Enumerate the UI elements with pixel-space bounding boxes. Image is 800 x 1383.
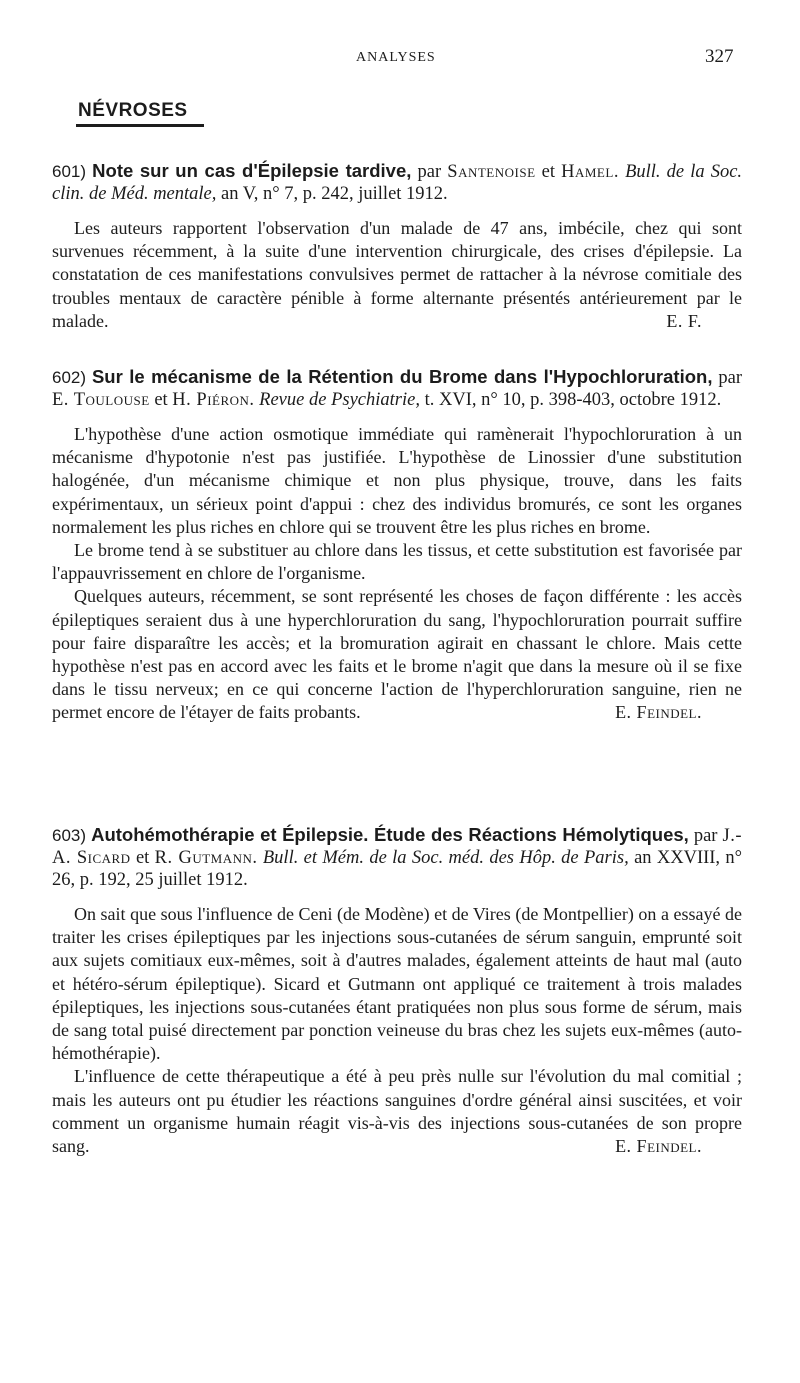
abstract-paragraph xyxy=(52,1065,742,1158)
entry-body xyxy=(52,423,742,725)
section-title-underline xyxy=(76,124,204,127)
abstract-paragraph xyxy=(52,585,742,724)
entry-body xyxy=(52,903,742,1158)
author-name: Hamel. xyxy=(561,162,619,182)
author-name: J.-A. Sicard xyxy=(52,826,743,868)
author-name: H. Piéron. xyxy=(172,390,255,410)
byline-conjunction: et xyxy=(135,848,150,868)
entry-heading xyxy=(52,824,742,891)
journal-name: Bull. de la Soc. clin. de Méd. mentale, xyxy=(52,162,743,204)
author-name: Santenoise xyxy=(447,162,536,182)
abstract-paragraph: Le brome tend à se substituer au chlore dans les tissus, et cette substitution est favorisée par l'appauvrissement en chlore de l'organisme. xyxy=(52,540,742,584)
entry-heading xyxy=(52,160,742,205)
byline-prefix: par xyxy=(417,162,442,182)
journal-name: Bull. et Mém. de la Soc. méd. des Hôp. de Paris, xyxy=(262,848,629,868)
byline-conjunction: et xyxy=(541,162,555,182)
entry-title: Autohémothérapie et Épilepsie. Étude des Réactions Hémolytiques, xyxy=(91,824,689,845)
entry-body xyxy=(52,217,742,333)
byline-prefix: par xyxy=(718,368,743,388)
reviewer-signature: E. Feindel. xyxy=(615,1136,702,1157)
abstract-paragraph xyxy=(52,217,742,333)
running-head: ANALYSES xyxy=(356,50,436,65)
abstract-entry-601 xyxy=(52,160,742,333)
abstract-entry-603 xyxy=(52,824,742,1158)
citation: t. XVI, n° 10, p. 398-403, octobre 1912. xyxy=(424,390,722,410)
byline-prefix: par xyxy=(693,826,718,846)
abstract-entry-602 xyxy=(52,366,742,725)
reviewer-signature: E. F. xyxy=(666,310,702,331)
paragraph-text: Quelques auteurs, récemment, se sont représenté les choses de façon différente : les accès épileptiques seraient dus à une hyperchloruration du sang, l'hypochloruration pourrait suffire pour faire disparaître les accès; et la bromuration agirait en chassant le chlore. Mais cette hypothèse n'est pas en accord avec les faits et le brome n'agit que dans la mesure où il se fixe dans le tissu nerveux; en ce qui concerne l'action de l'hyperchloruration sanguine, rien ne permet encore de l'étayer de faits probants. xyxy=(52,586,742,723)
paragraph-text: Les auteurs rapportent l'observation d'un malade de 47 ans, imbécile, chez qui sont survenues récemment, à la suite d'une intervention chirurgicale, des crises d'épilepsie. La constatation de ces manifestations convulsives permet de rattacher à la névrose comitiale des troubles mentaux de caractère pénible à forme alternante présentés antérieurement par le malade. xyxy=(52,218,742,331)
reviewer-signature: E. Feindel. xyxy=(615,702,702,723)
entry-number: 603) xyxy=(52,826,87,845)
citation: an XXVIII, n° 26, p. 192, 25 juillet 1912. xyxy=(52,848,743,890)
abstract-paragraph: On sait que sous l'influence de Ceni (de Modène) et de Vires (de Montpellier) on a essayé de traiter les crises épileptiques par les injections sous-cutanées de sérum sanguin, emprunté soit aux sujets comitiaux eux-mêmes, soit à d'autres malades, également atteints de haut mal (auto et hétéro-sérum épileptique). Sicard et Gutmann ont appliqué ce traitement à trois malades épileptiques, les injections sous-cutanées étant pratiquées non plus sous forme de sérum, mais de sang total puisé directement par ponction veineuse du bras chez les sujets eux-mêmes (auto-hémothérapie). xyxy=(52,904,742,1064)
citation: an V, n° 7, p. 242, juillet 1912. xyxy=(221,184,448,204)
author-name: E. Toulouse xyxy=(52,390,150,410)
entry-title: Sur le mécanisme de la Rétention du Brome dans l'Hypochloruration, xyxy=(91,366,713,387)
byline-conjunction: et xyxy=(154,390,168,410)
author-name: R. Gutmann. xyxy=(154,848,258,868)
section-title: NÉVROSES xyxy=(78,100,188,121)
entry-number: 601) xyxy=(52,162,87,181)
entry-number: 602) xyxy=(52,368,87,387)
paragraph-text: L'influence de cette thérapeutique a été à peu près nulle sur l'évolution du mal comitial ; mais les auteurs ont pu étudier les réactions sanguines d'ordre général ainsi suscitées, et voir comment un organisme humain réagit vis-à-vis des injections sous-cutanées de son propre sang. xyxy=(52,1066,742,1157)
entry-title: Note sur un cas d'Épilepsie tardive, xyxy=(92,160,412,181)
abstract-paragraph: L'hypothèse d'une action osmotique immédiate qui ramènerait l'hypochloruration à un mécanisme d'hypotonie n'est pas justifiée. L'hypothèse de Linossier d'une substitution halogénée, d'un mécanisme chimique et non plus physique, trouve, dans les faits expérimentaux, un sérieux point d'appui : chez des individus bromurés, ce sont les organes normalement les plus riches en chlore qui se trouvent être les plus riches en brome. xyxy=(52,424,742,537)
journal-name: Revue de Psychiatrie, xyxy=(259,390,420,410)
entry-heading xyxy=(52,366,742,411)
page-number: 327 xyxy=(705,46,734,67)
